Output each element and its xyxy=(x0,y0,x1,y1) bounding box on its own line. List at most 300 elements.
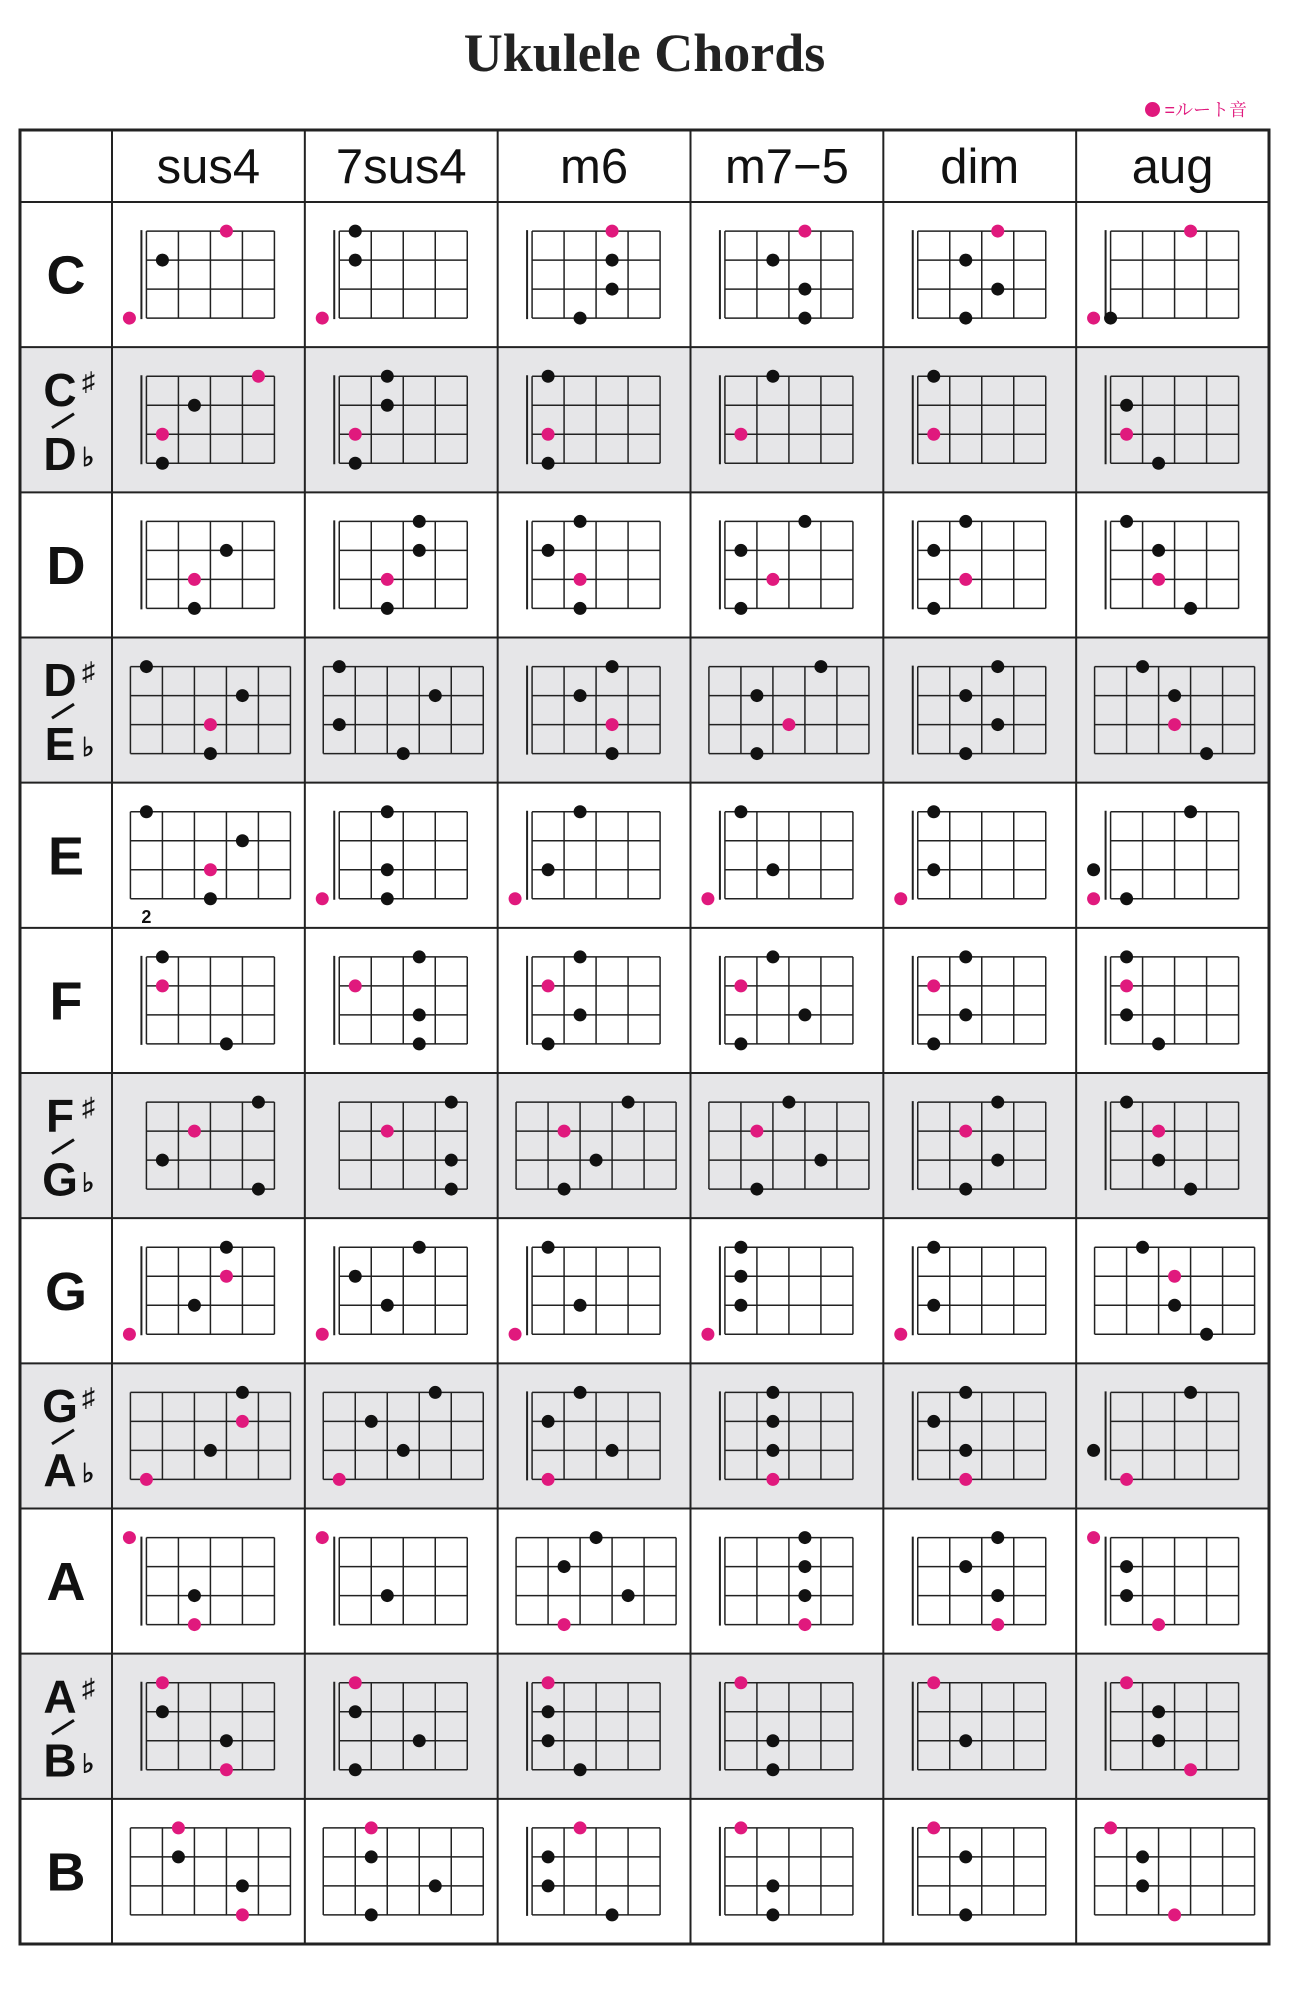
chord-diagram-D-7sus4 xyxy=(334,515,467,615)
chord-diagram-C-7sus4 xyxy=(316,225,468,325)
finger-dot xyxy=(1136,1850,1149,1863)
row-shade xyxy=(20,638,1269,783)
root-note-dot xyxy=(1087,892,1100,905)
root-note-dot xyxy=(1152,1125,1165,1138)
finger-dot xyxy=(1136,1241,1149,1254)
root-note-dot xyxy=(188,1618,201,1631)
column-header-5: aug xyxy=(1131,140,1214,194)
root-note-dot xyxy=(1184,225,1197,238)
finger-dot xyxy=(1152,1734,1165,1747)
finger-dot xyxy=(606,283,619,296)
row-label-sharp-name: A xyxy=(43,1670,77,1723)
finger-dot xyxy=(766,1908,779,1921)
finger-dot xyxy=(445,1183,458,1196)
finger-dot xyxy=(991,1589,1004,1602)
finger-dot xyxy=(204,892,217,905)
chord-diagram-B-dim xyxy=(913,1821,1046,1921)
finger-dot xyxy=(188,1589,201,1602)
column-header-1: 7sus4 xyxy=(335,140,467,194)
chord-diagram-F-m6 xyxy=(527,950,660,1050)
finger-dot xyxy=(220,544,233,557)
row-label-flat-name: D xyxy=(43,427,77,480)
row-shade xyxy=(20,347,1269,492)
legend-text: =ルート音 xyxy=(1164,100,1247,120)
finger-dot xyxy=(991,283,1004,296)
row-label-flat-name: B xyxy=(43,1734,77,1787)
finger-dot xyxy=(381,805,394,818)
finger-dot xyxy=(750,689,763,702)
finger-dot xyxy=(734,1299,747,1312)
finger-dot xyxy=(349,457,362,470)
finger-dot xyxy=(558,1560,571,1573)
finger-dot xyxy=(542,1705,555,1718)
finger-dot xyxy=(156,1154,169,1167)
root-note-dot xyxy=(1120,979,1133,992)
finger-dot xyxy=(1184,805,1197,818)
finger-dot xyxy=(959,1183,972,1196)
finger-dot xyxy=(1120,399,1133,412)
finger-dot xyxy=(622,1096,635,1109)
root-note-dot xyxy=(365,1821,378,1834)
finger-dot xyxy=(574,515,587,528)
root-note-dot xyxy=(927,1821,940,1834)
root-note-dot xyxy=(1184,1763,1197,1776)
chord-diagram-G-aug xyxy=(1095,1241,1255,1341)
root-note-dot xyxy=(542,979,555,992)
finger-dot xyxy=(188,602,201,615)
finger-dot xyxy=(798,312,811,325)
chord-diagram-G-dim xyxy=(894,1241,1046,1341)
row-label-text: G xyxy=(44,1261,88,1322)
chord-diagram-D-m6 xyxy=(527,515,660,615)
root-note-dot xyxy=(123,1531,136,1544)
finger-dot xyxy=(927,370,940,383)
finger-dot xyxy=(156,457,169,470)
finger-dot xyxy=(959,1008,972,1021)
finger-dot xyxy=(959,1386,972,1399)
finger-dot xyxy=(220,1037,233,1050)
finger-dot xyxy=(574,689,587,702)
finger-dot xyxy=(413,1734,426,1747)
finger-dot xyxy=(766,950,779,963)
root-note-dot xyxy=(991,1618,1004,1631)
finger-dot xyxy=(1087,1444,1100,1457)
finger-dot xyxy=(397,747,410,760)
finger-dot xyxy=(606,254,619,267)
finger-dot xyxy=(220,1734,233,1747)
root-note-dot xyxy=(1120,428,1133,441)
flat-sign: ♭ xyxy=(82,1457,95,1488)
root-note-dot xyxy=(381,1125,394,1138)
finger-dot xyxy=(542,1879,555,1892)
finger-dot xyxy=(766,1763,779,1776)
root-note-dot xyxy=(1120,1676,1133,1689)
chord-diagram-G-7sus4 xyxy=(316,1241,468,1341)
root-note-dot xyxy=(734,1676,747,1689)
finger-dot xyxy=(413,1241,426,1254)
finger-dot xyxy=(1120,950,1133,963)
chord-diagram-F-sus4 xyxy=(141,950,274,1050)
finger-dot xyxy=(574,602,587,615)
finger-dot xyxy=(429,689,442,702)
column-header-0: sus4 xyxy=(156,140,261,194)
finger-dot xyxy=(1152,1705,1165,1718)
root-note-dot xyxy=(156,1676,169,1689)
finger-dot xyxy=(140,805,153,818)
finger-dot xyxy=(542,1241,555,1254)
finger-dot xyxy=(188,1299,201,1312)
finger-dot xyxy=(927,1241,940,1254)
root-note-dot xyxy=(1087,1531,1100,1544)
finger-dot xyxy=(381,370,394,383)
finger-dot xyxy=(574,1008,587,1021)
row-label-C xyxy=(47,246,86,306)
finger-dot xyxy=(959,1560,972,1573)
finger-dot xyxy=(252,1183,265,1196)
chord-diagram-A-7sus4 xyxy=(316,1531,468,1626)
chord-diagram-D-dim xyxy=(913,515,1046,615)
chord-diagram-G-m6 xyxy=(509,1241,661,1341)
finger-dot xyxy=(188,399,201,412)
finger-dot xyxy=(927,805,940,818)
finger-dot xyxy=(429,1879,442,1892)
root-note-dot xyxy=(1152,1618,1165,1631)
finger-dot xyxy=(927,1415,940,1428)
chord-diagram-E-aug xyxy=(1087,805,1239,905)
root-note-dot xyxy=(509,892,522,905)
row-label-sharp-name: F xyxy=(45,1089,75,1142)
root-note-dot xyxy=(349,1676,362,1689)
root-note-dot xyxy=(734,1821,747,1834)
root-note-dot xyxy=(123,1328,136,1341)
root-note-dot xyxy=(606,718,619,731)
chord-diagram-B-aug xyxy=(1095,1821,1255,1921)
finger-dot xyxy=(606,1908,619,1921)
finger-dot xyxy=(1168,1299,1181,1312)
sharp-sign: ♯ xyxy=(82,656,95,687)
root-note-dot xyxy=(316,1531,329,1544)
finger-dot xyxy=(766,1734,779,1747)
finger-dot xyxy=(381,399,394,412)
finger-dot xyxy=(381,602,394,615)
root-note-dot xyxy=(766,573,779,586)
root-note-dot xyxy=(798,225,811,238)
finger-dot xyxy=(991,1531,1004,1544)
finger-dot xyxy=(798,1008,811,1021)
finger-dot xyxy=(1184,1386,1197,1399)
row-label-F xyxy=(50,971,83,1031)
row-label-E xyxy=(48,826,84,886)
finger-dot xyxy=(156,254,169,267)
root-note-dot xyxy=(798,1618,811,1631)
chord-diagram-G-m7−5 xyxy=(701,1241,853,1341)
row-label-B xyxy=(47,1842,86,1902)
row-label-text: B xyxy=(46,1842,86,1903)
finger-dot xyxy=(349,1270,362,1283)
root-note-dot xyxy=(188,573,201,586)
row-label-text: D xyxy=(46,535,86,596)
root-note-dot xyxy=(542,428,555,441)
finger-dot xyxy=(445,1154,458,1167)
root-note-dot xyxy=(959,573,972,586)
finger-dot xyxy=(766,370,779,383)
root-note-dot xyxy=(574,1821,587,1834)
flat-sign: ♭ xyxy=(82,441,95,472)
finger-dot xyxy=(959,1908,972,1921)
finger-dot xyxy=(542,1037,555,1050)
finger-dot xyxy=(959,312,972,325)
root-note-dot xyxy=(927,1676,940,1689)
finger-dot xyxy=(574,1299,587,1312)
root-note-dot xyxy=(172,1821,185,1834)
chord-diagram-A-m6 xyxy=(516,1531,676,1631)
finger-dot xyxy=(381,863,394,876)
finger-dot xyxy=(1152,1154,1165,1167)
finger-dot xyxy=(798,1589,811,1602)
chord-diagram-C-m6 xyxy=(527,225,660,325)
finger-dot xyxy=(413,950,426,963)
finger-dot xyxy=(1152,457,1165,470)
finger-dot xyxy=(397,1444,410,1457)
finger-dot xyxy=(766,1879,779,1892)
finger-dot xyxy=(349,1705,362,1718)
root-note-dot xyxy=(188,1125,201,1138)
chord-diagram-B-sus4 xyxy=(130,1821,290,1921)
finger-dot xyxy=(1120,1008,1133,1021)
finger-dot xyxy=(766,1444,779,1457)
row-shade xyxy=(20,1654,1269,1799)
finger-dot xyxy=(1136,1879,1149,1892)
finger-dot xyxy=(252,1096,265,1109)
finger-dot xyxy=(413,544,426,557)
row-label-flat-name: A xyxy=(43,1443,77,1496)
finger-dot xyxy=(381,1299,394,1312)
root-note-dot xyxy=(927,979,940,992)
finger-dot xyxy=(959,515,972,528)
finger-dot xyxy=(927,1037,940,1050)
column-header-3: m7−5 xyxy=(724,140,849,194)
sharp-sign: ♯ xyxy=(82,365,95,396)
finger-dot xyxy=(542,1415,555,1428)
root-note-dot xyxy=(381,573,394,586)
finger-dot xyxy=(333,660,346,673)
root-note-dot xyxy=(734,428,747,441)
finger-dot xyxy=(236,1386,249,1399)
root-note-dot xyxy=(734,979,747,992)
root-note-dot xyxy=(123,312,136,325)
finger-dot xyxy=(1087,863,1100,876)
finger-dot xyxy=(349,1763,362,1776)
finger-dot xyxy=(542,544,555,557)
row-label-text: F xyxy=(49,971,83,1032)
root-note-dot xyxy=(316,892,329,905)
finger-dot xyxy=(1152,1037,1165,1050)
finger-dot xyxy=(927,544,940,557)
finger-dot xyxy=(333,718,346,731)
fret-number: 2 xyxy=(141,906,152,927)
finger-dot xyxy=(542,370,555,383)
chord-diagram-C-aug xyxy=(1087,225,1239,325)
chord-diagram-B-7sus4 xyxy=(323,1821,483,1921)
finger-dot xyxy=(766,1415,779,1428)
row-label-sharp-name: G xyxy=(42,1379,78,1432)
finger-dot xyxy=(574,805,587,818)
chord-diagram-E-m7−5 xyxy=(701,805,853,905)
finger-dot xyxy=(991,718,1004,731)
root-note-dot xyxy=(782,718,795,731)
finger-dot xyxy=(542,457,555,470)
finger-dot xyxy=(927,1299,940,1312)
finger-dot xyxy=(381,1589,394,1602)
finger-dot xyxy=(750,747,763,760)
finger-dot xyxy=(606,1444,619,1457)
chord-diagram-C-dim xyxy=(913,225,1046,325)
page-title: Ukulele Chords xyxy=(463,23,826,83)
finger-dot xyxy=(413,1037,426,1050)
root-note-dot xyxy=(701,892,714,905)
finger-dot xyxy=(782,1096,795,1109)
sharp-sign: ♯ xyxy=(82,1672,95,1703)
finger-dot xyxy=(349,225,362,238)
finger-dot xyxy=(365,1908,378,1921)
row-label-text: C xyxy=(46,245,86,306)
root-note-dot xyxy=(1168,1908,1181,1921)
row-label-G xyxy=(45,1262,87,1322)
root-note-dot xyxy=(349,979,362,992)
chord-diagram-D-m7−5 xyxy=(720,515,853,615)
finger-dot xyxy=(766,1386,779,1399)
finger-dot xyxy=(236,1879,249,1892)
finger-dot xyxy=(156,950,169,963)
finger-dot xyxy=(734,602,747,615)
finger-dot xyxy=(1200,1328,1213,1341)
finger-dot xyxy=(734,1241,747,1254)
finger-dot xyxy=(798,1531,811,1544)
chord-diagram-E-7sus4 xyxy=(316,805,468,905)
sharp-sign: ♯ xyxy=(82,1091,95,1122)
finger-dot xyxy=(814,1154,827,1167)
finger-dot xyxy=(590,1531,603,1544)
root-note-dot xyxy=(349,428,362,441)
root-note-dot xyxy=(542,1676,555,1689)
root-note-dot xyxy=(140,1473,153,1486)
finger-dot xyxy=(766,863,779,876)
root-note-dot xyxy=(1152,573,1165,586)
root-note-dot xyxy=(236,1415,249,1428)
row-label-text: A xyxy=(46,1552,86,1613)
chord-diagram-E-m6 xyxy=(509,805,661,905)
column-header-2: m6 xyxy=(560,140,629,194)
finger-dot xyxy=(959,1734,972,1747)
flat-sign: ♭ xyxy=(82,1167,95,1198)
chord-diagram-A-aug xyxy=(1087,1531,1239,1631)
root-note-dot xyxy=(1120,1473,1133,1486)
root-note-dot xyxy=(1168,1270,1181,1283)
finger-dot xyxy=(959,950,972,963)
finger-dot xyxy=(1104,312,1117,325)
finger-dot xyxy=(574,1386,587,1399)
finger-dot xyxy=(814,660,827,673)
root-note-dot xyxy=(1168,718,1181,731)
finger-dot xyxy=(1136,660,1149,673)
root-note-dot xyxy=(509,1328,522,1341)
root-note-dot xyxy=(236,1908,249,1921)
finger-dot xyxy=(798,515,811,528)
root-note-dot xyxy=(894,1328,907,1341)
chord-diagram-A-dim xyxy=(913,1531,1046,1631)
root-note-dot xyxy=(252,370,265,383)
finger-dot xyxy=(1152,544,1165,557)
finger-dot xyxy=(991,1096,1004,1109)
root-note-dot xyxy=(204,718,217,731)
chord-diagram-D-aug xyxy=(1106,515,1239,615)
finger-dot xyxy=(429,1386,442,1399)
finger-dot xyxy=(1200,747,1213,760)
chord-diagram-C-m7−5 xyxy=(720,225,853,325)
finger-dot xyxy=(365,1850,378,1863)
finger-dot xyxy=(204,1444,217,1457)
root-note-dot xyxy=(606,225,619,238)
root-note-dot xyxy=(542,1473,555,1486)
root-note-dot xyxy=(959,1473,972,1486)
row-shade xyxy=(20,1363,1269,1508)
finger-dot xyxy=(927,602,940,615)
finger-dot xyxy=(542,1850,555,1863)
finger-dot xyxy=(798,283,811,296)
finger-dot xyxy=(734,1270,747,1283)
finger-dot xyxy=(236,689,249,702)
chord-diagram-B-m7−5 xyxy=(720,1821,853,1921)
row-label-text: E xyxy=(47,826,85,887)
finger-dot xyxy=(1120,1560,1133,1573)
root-note-dot xyxy=(750,1125,763,1138)
finger-dot xyxy=(1184,1183,1197,1196)
row-label-flat-name: G xyxy=(42,1153,78,1206)
finger-dot xyxy=(991,1154,1004,1167)
finger-dot xyxy=(542,863,555,876)
root-note-dot xyxy=(766,1473,779,1486)
finger-dot xyxy=(365,1415,378,1428)
root-note-dot xyxy=(204,863,217,876)
chord-diagram-E-sus4 xyxy=(130,805,290,927)
finger-dot xyxy=(574,1763,587,1776)
root-note-dot xyxy=(959,1125,972,1138)
root-note-dot xyxy=(1104,1821,1117,1834)
finger-dot xyxy=(798,1560,811,1573)
finger-dot xyxy=(220,1241,233,1254)
finger-dot xyxy=(766,254,779,267)
finger-dot xyxy=(606,747,619,760)
finger-dot xyxy=(1120,1589,1133,1602)
finger-dot xyxy=(991,660,1004,673)
root-note-dot xyxy=(574,573,587,586)
finger-dot xyxy=(542,1734,555,1747)
root-note-dot xyxy=(991,225,1004,238)
finger-dot xyxy=(1120,1096,1133,1109)
finger-dot xyxy=(927,863,940,876)
finger-dot xyxy=(734,1037,747,1050)
finger-dot xyxy=(622,1589,635,1602)
chord-diagram-F-7sus4 xyxy=(334,950,467,1050)
chord-diagram-F-dim xyxy=(913,950,1046,1050)
root-note-dot xyxy=(927,428,940,441)
row-label-flat-name: E xyxy=(44,718,76,771)
root-note-dot xyxy=(220,1763,233,1776)
root-note-dot xyxy=(894,892,907,905)
finger-dot xyxy=(413,515,426,528)
finger-dot xyxy=(236,834,249,847)
finger-dot xyxy=(574,312,587,325)
